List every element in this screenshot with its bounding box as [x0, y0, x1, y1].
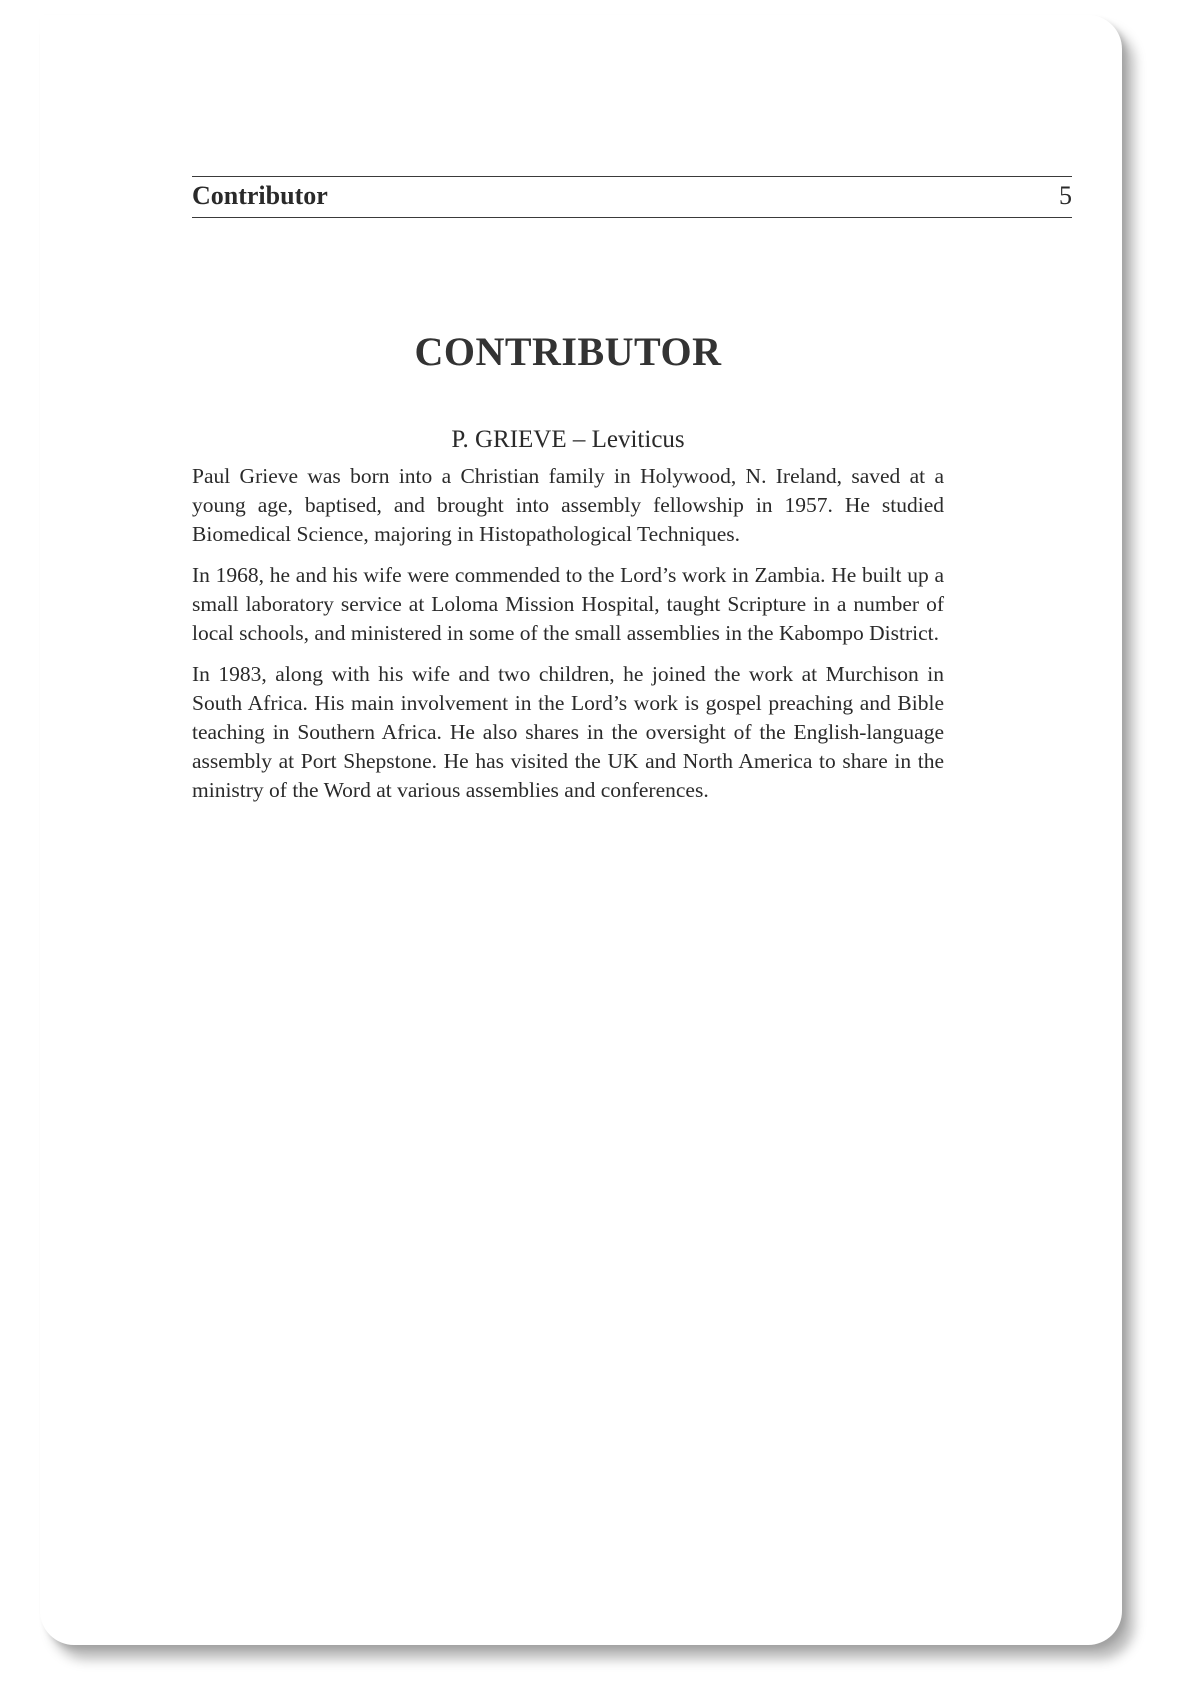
bio-paragraph: In 1968, he and his wife were commended to the Lord’s work in Zambia. He built up a small laboratory service at Loloma Mission Hospital, taught Scripture in a number of local schools, and ministered in some of the small assemblies in the Kabompo District. [192, 563, 944, 645]
page-number: 5 [1059, 181, 1072, 210]
running-head-title: Contributor [192, 181, 328, 210]
bio-paragraph: Paul Grieve was born into a Christian family in Holywood, N. Ireland, saved at a young age, baptised, and brought into assembly fellowship in 1957. He studied Biomedical Science, majoring in Histopathological Techniques. [192, 464, 944, 546]
running-head [192, 176, 1072, 218]
contributor-bio [192, 462, 944, 817]
book-page [40, 15, 1122, 1645]
contributor-heading: P. GRIEVE – Leviticus [451, 426, 685, 453]
bio-paragraph: In 1983, along with his wife and two children, he joined the work at Murchison in South Africa. His main involvement in the Lord’s work is gospel preaching and Bible teaching in Southern Africa. He also shares in the oversight of the English-language assembly at Port Shepstone. He has visited the UK and North America to share in the ministry of the Word at various assemblies and conferences. [192, 662, 944, 802]
chapter-title: CONTRIBUTOR [414, 329, 722, 374]
